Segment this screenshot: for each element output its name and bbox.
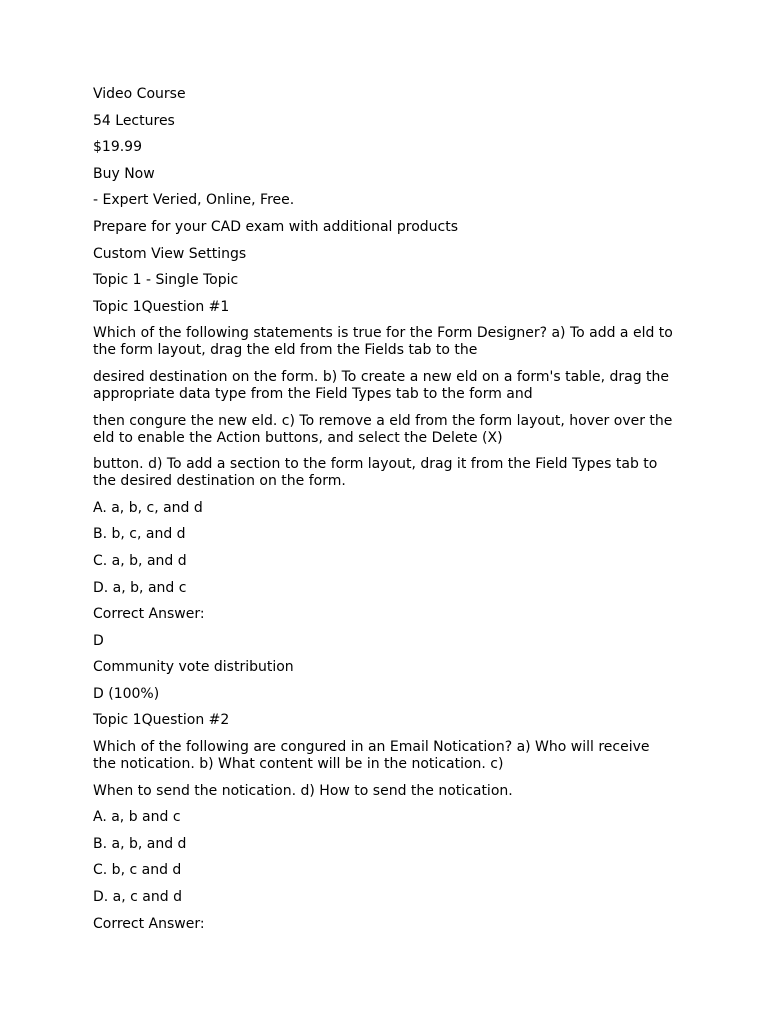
answer-option: C. a, b, and d xyxy=(93,552,187,569)
answer-option: D. a, b, and c xyxy=(93,579,187,596)
answer-option: C. b, c and d xyxy=(93,862,182,879)
product-type: Video Course xyxy=(93,86,186,102)
question-text: Which of the following are congured in an Email Notication? a) Who will receive the notication. b) What content will be in the notication. c) xyxy=(93,739,650,773)
answer-option: D. a, c and d xyxy=(93,889,182,906)
answer-option: B. a, b, and d xyxy=(93,835,187,852)
answer-option: A. a, b, c, and d xyxy=(93,499,203,516)
tagline: - Expert Veried, Online, Free. xyxy=(93,192,295,209)
prepare-text: Prepare for your CAD exam with additional products xyxy=(93,218,459,235)
question-text: Which of the following statements is true for the Form Designer? a) To add a eld to the form layout, drag the eld from the Fields tab to the xyxy=(93,325,673,359)
question-text: then congure the new eld. c) To remove a eld from the form layout, hover over the eld to enable the Action buttons, and select the Delete (X) xyxy=(93,412,673,446)
answer-option: B. b, c, and d xyxy=(93,526,186,543)
question-text: desired destination on the form. b) To create a new eld on a form's table, drag the appropriate data type from the Field Types tab to the form and xyxy=(93,368,670,402)
document-page xyxy=(93,86,673,942)
correct-answer-label: Correct Answer: xyxy=(93,606,205,623)
topic-title: Topic 1 - Single Topic xyxy=(93,272,239,289)
answer-option: A. a, b and c xyxy=(93,809,181,826)
question-text: When to send the notication. d) How to send the notication. xyxy=(93,782,513,799)
vote-distribution-label: Community vote distribution xyxy=(93,659,294,676)
buy-now-link[interactable]: Buy Now xyxy=(93,165,155,182)
vote-distribution-value: D (100%) xyxy=(93,685,160,702)
correct-answer-label: Correct Answer: xyxy=(93,915,205,932)
question-text: button. d) To add a section to the form layout, drag it from the Field Types tab to the desired destination on the form. xyxy=(93,456,658,490)
custom-view-settings-link[interactable]: Custom View Settings xyxy=(93,245,247,262)
lectures-count: 54 Lectures xyxy=(93,112,175,129)
question-title: Topic 1Question #1 xyxy=(93,298,230,315)
question-title: Topic 1Question #2 xyxy=(93,712,230,729)
price: $19.99 xyxy=(93,139,142,156)
correct-answer-value: D xyxy=(93,632,104,649)
